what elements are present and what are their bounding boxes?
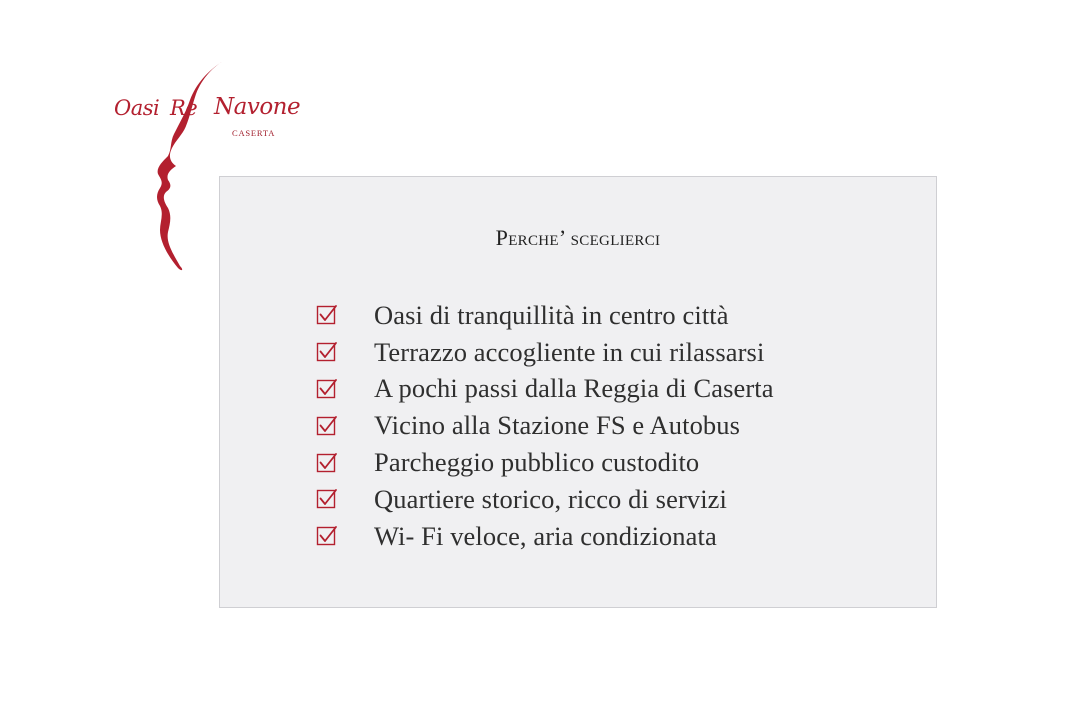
reason-text: Wi- Fi veloce, aria condizionata (374, 520, 717, 551)
brand-name-part-3: Navone (214, 94, 301, 120)
reason-item (316, 371, 774, 408)
checkbox-checked-icon (316, 304, 338, 326)
reason-text: Parcheggio pubblico custodito (374, 447, 700, 478)
checkbox-checked-icon (316, 525, 338, 547)
reasons-list (316, 297, 774, 555)
checkbox-checked-icon (316, 452, 338, 474)
reason-text: A pochi passi dalla Reggia di Caserta (374, 373, 774, 404)
reason-text: Terrazzo accogliente in cui rilassarsi (374, 336, 765, 367)
reason-item (316, 444, 774, 481)
reasons-card (219, 176, 937, 608)
reason-item (316, 334, 774, 371)
reason-item (316, 297, 774, 334)
checkbox-checked-icon (316, 488, 338, 510)
reason-item (316, 481, 774, 518)
brand-name-part-1: Oasi (114, 96, 160, 120)
reason-text: Quartiere storico, ricco di servizi (374, 483, 728, 514)
reason-item (316, 407, 774, 444)
checkbox-checked-icon (316, 341, 338, 363)
brand-city: CASERTA (232, 128, 276, 138)
brand-name-part-2: Re (170, 96, 198, 120)
checkbox-checked-icon (316, 415, 338, 437)
section-title: Perche’ sceglierci (495, 225, 661, 250)
reason-item (316, 518, 774, 555)
reason-text: Vicino alla Stazione FS e Autobus (374, 410, 741, 441)
checkbox-checked-icon (316, 378, 338, 400)
reason-text: Oasi di tranquillità in centro città (374, 299, 729, 330)
